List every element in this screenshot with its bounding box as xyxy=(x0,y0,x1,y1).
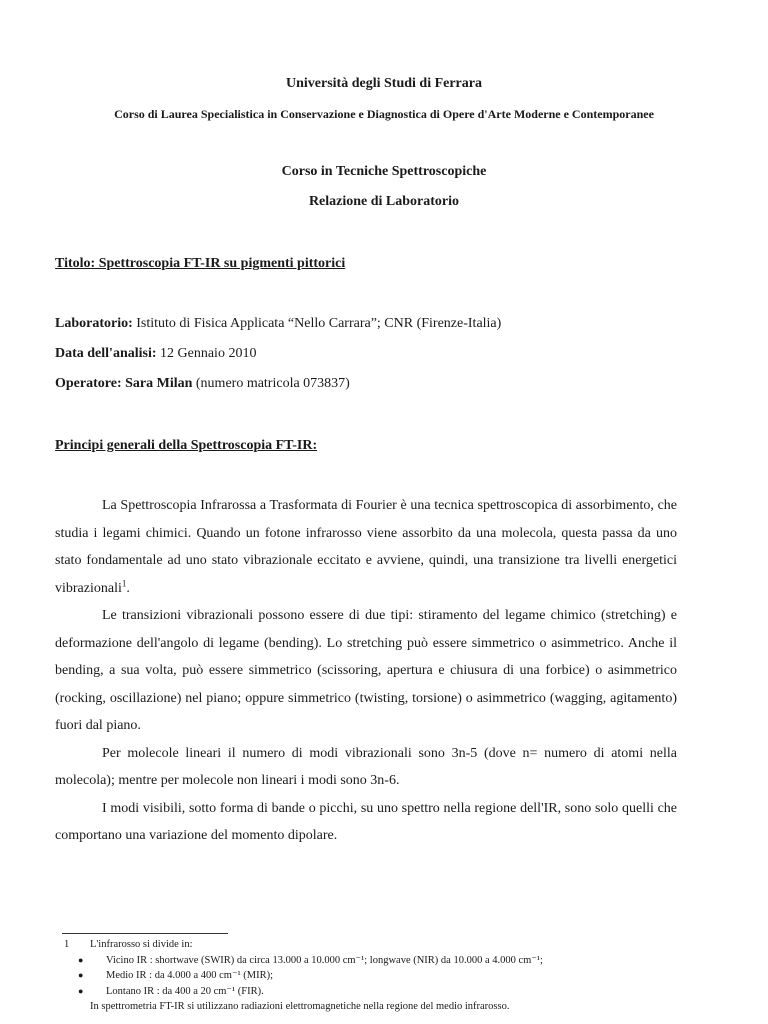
bullet-icon: ● xyxy=(78,954,84,965)
document-title: Titolo: Spettroscopia FT-IR su pigmenti pittorici xyxy=(55,256,346,271)
lab-line xyxy=(55,316,501,332)
footnote xyxy=(64,937,704,1015)
footnote-item-text: Vicino IR : shortwave (SWIR) da circa 13.000 a 10.000 cm⁻¹; longwave (NIR) da 10.000 a 4.000 cm⁻¹; xyxy=(106,954,543,966)
footnote-reference: 1 xyxy=(121,577,127,588)
body-text xyxy=(55,492,677,850)
report-type: Relazione di Laboratorio xyxy=(308,194,460,209)
footnote-list xyxy=(64,953,704,1000)
footnote-item-text: Medio IR : da 4.000 a 400 cm⁻¹ (MIR); xyxy=(106,970,274,981)
footnote-intro: L'infrarosso si divide in: xyxy=(90,939,193,950)
footnote-item xyxy=(64,953,704,969)
lab-value: Istituto di Fisica Applicata “Nello Carrara”; CNR (Firenze-Italia) xyxy=(132,316,502,331)
footnote-divider xyxy=(62,933,228,934)
degree-course: Corso di Laurea Specialistica in Conservazione e Diagnostica di Opere d'Arte Moderne e Contemporanee xyxy=(114,107,654,121)
footnote-item xyxy=(64,968,704,984)
date-line xyxy=(55,346,256,362)
operator-label: Operatore: Sara Milan xyxy=(55,376,193,391)
footnote-number: 1 xyxy=(64,939,70,950)
lab-label: Laboratorio: xyxy=(55,316,133,331)
paragraph-end: . xyxy=(126,580,130,596)
footnote-closing: In spettrometria FT-IR si utilizzano radiazioni elettromagnetiche nella regione del medio infrarosso. xyxy=(90,1001,510,1012)
footnote-item-text: Lontano IR : da 400 a 20 cm⁻¹ (FIR). xyxy=(106,985,264,997)
bullet-icon: ● xyxy=(78,985,84,996)
section-heading: Principi generali della Spettroscopia FT-IR: xyxy=(55,438,318,453)
bullet-icon: ● xyxy=(78,970,84,980)
course-name: Corso in Tecniche Spettroscopiche xyxy=(281,164,487,179)
paragraph: I modi visibili, sotto forma di bande o picchi, su uno spettro nella regione dell'IR, sono solo quelli che comportano una variazione del momento dipolare. xyxy=(55,800,677,843)
paragraph xyxy=(55,492,677,602)
university-name: Università degli Studi di Ferrara xyxy=(286,76,482,91)
paragraph-text: La Spettroscopia Infrarossa a Trasformata di Fourier è una tecnica spettroscopica di assorbimento, che studia i legami chimici. Quando un fotone infrarosso viene assorbito da una molecola, questa passa da uno stato fondamentale ad uno stato vibrazionale eccitato e avviene, quindi, una transizione tra livelli energetici vibrazionali xyxy=(55,498,677,596)
footnote-intro-line xyxy=(64,937,704,953)
date-value: 12 Gennaio 2010 xyxy=(156,346,257,361)
footnote-item xyxy=(64,984,704,1000)
operator-value: (numero matricola 073837) xyxy=(192,376,350,391)
paragraph: Per molecole lineari il numero di modi vibrazionali sono 3n-5 (dove n= numero di atomi nella molecola); mentre per molecole non lineari i modi sono 3n-6. xyxy=(55,745,677,788)
operator-line xyxy=(55,376,350,392)
date-label: Data dell'analisi: xyxy=(55,346,157,361)
paragraph: Le transizioni vibrazionali possono essere di due tipi: stiramento del legame chimico (stretching) e deformazione dell'angolo di legame (bending). Lo stretching può essere simmetrico o asimmetrico. Anche il bending, a sua volta, può essere simmetrico (scissoring, apertura e chiusura di una forbice) o asimmetrico (rocking, oscillazione) nel piano; oppure simmetrico (twisting, torsione) o asimmetrico (wagging, agitamento) fuori dal piano. xyxy=(55,608,677,733)
